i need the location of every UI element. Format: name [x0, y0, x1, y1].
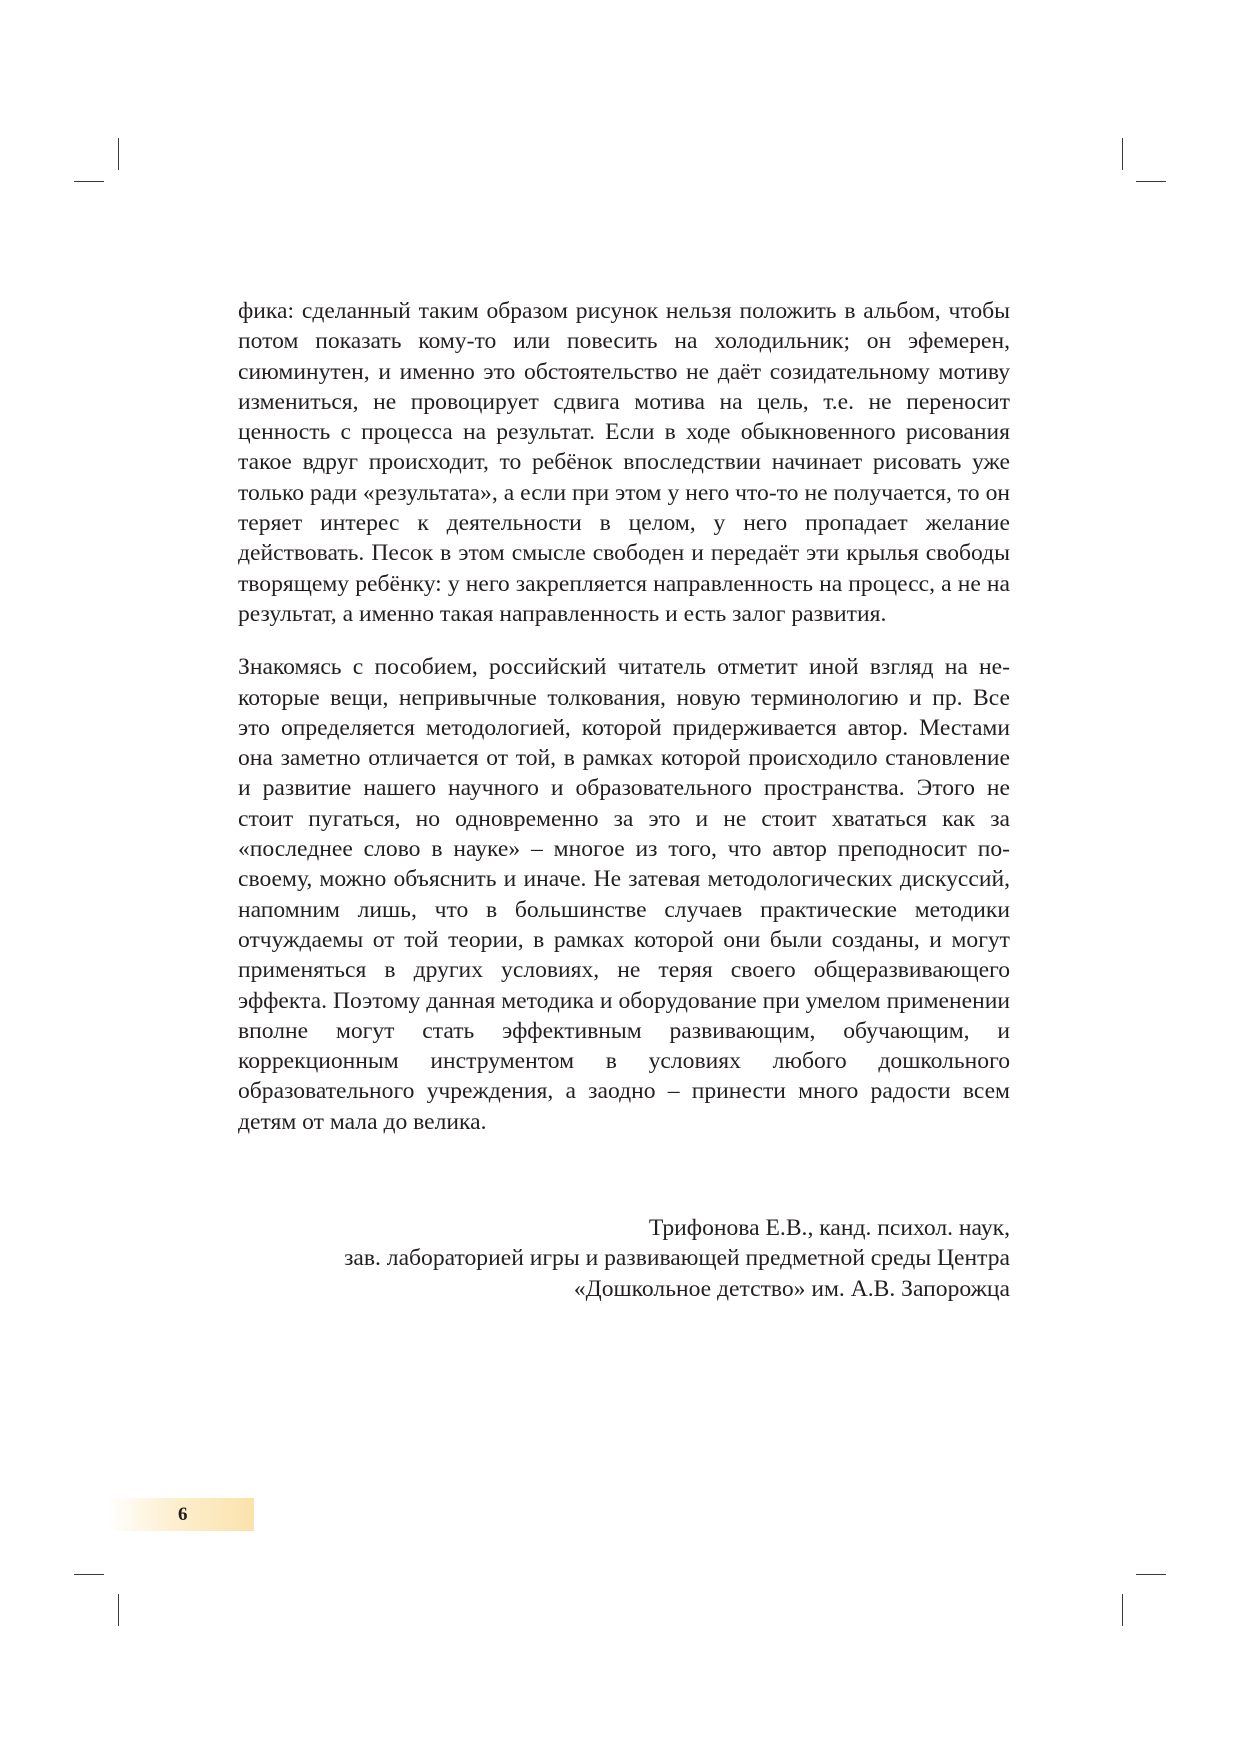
paragraph: Знакомясь с пособием, российский читатель отметит иной взгляд на некоторые вещи, непривычные толкования, новую терминологию и пр. Все это определяется методологией, которой придерживается автор. Местами она заметно отличается от той, в рамках которой происходило становление и развитие нашего научного и образовательного пространства. Этого не стоит пугаться, но одновременно за это и не стоит хвататься как за «последнее слово в науке» – многое из того, что автор преподносит по-своему, можно объяснить и иначе. Не затевая методологических дискуссий, напомним лишь, что в большинстве случаев практические методики отчуждаемы от той теории, в рамках которой они были созданы, и могут применяться в других условиях, не теряя своего общеразвивающего эффекта. Поэтому данная методика и оборудование при умелом применении вполне могут стать эффективным развивающим, обучающим, и коррекционным инструментом в условиях любого дошкольного образовательного учреждения, а заодно – принести много радости всем детям от мала до велика.	[238, 654, 1010, 1135]
crop-mark-top-left-horizontal	[74, 181, 104, 182]
signature-line-position: зав. лабораторией игры и развивающей предметной среды Центра	[344, 1245, 1010, 1272]
signature-line-organization: «Дошкольное детство» им. А.В. Запорожца	[573, 1275, 1010, 1302]
crop-mark-bottom-left-vertical	[118, 1594, 119, 1626]
author-signature	[210, 1213, 1010, 1304]
crop-mark-top-right-horizontal	[1136, 181, 1166, 182]
crop-mark-bottom-right-vertical	[1122, 1594, 1123, 1626]
body-text	[238, 296, 1010, 1137]
crop-mark-bottom-left-horizontal	[74, 1574, 104, 1575]
signature-line-name: Трифонова Е.В., канд. психол. наук,	[648, 1215, 1010, 1241]
page-number-tab	[108, 1498, 254, 1531]
paragraph: фика: сделанный таким образом рисунок нельзя положить в альбом, чтобы потом показать кому-то или повесить на холодильник; он эфемерен, сиюминутен, и именно это обстоятельство не даёт созидательному мотиву измениться, не провоцирует сдвига мотива на цель, т.е. не переносит ценность с процесса на результат. Если в ходе обыкновенного рисования такое вдруг происходит, то ребёнок впоследствии начинает рисовать уже только ради «результата», а если при этом у него что-то не получается, то он теряет интерес к деятельности в целом, у него пропадает желание действовать. Песок в этом смысле свободен и передаёт эти крылья свободы творящему ребёнку: у него закрепляется направленность на процесс, а не на результат, а именно такая направленность и есть залог развития.	[238, 298, 1010, 627]
page-number: 6	[178, 1504, 188, 1525]
crop-mark-top-left-vertical	[118, 138, 119, 170]
crop-mark-top-right-vertical	[1122, 138, 1123, 170]
crop-mark-bottom-right-horizontal	[1136, 1574, 1166, 1575]
